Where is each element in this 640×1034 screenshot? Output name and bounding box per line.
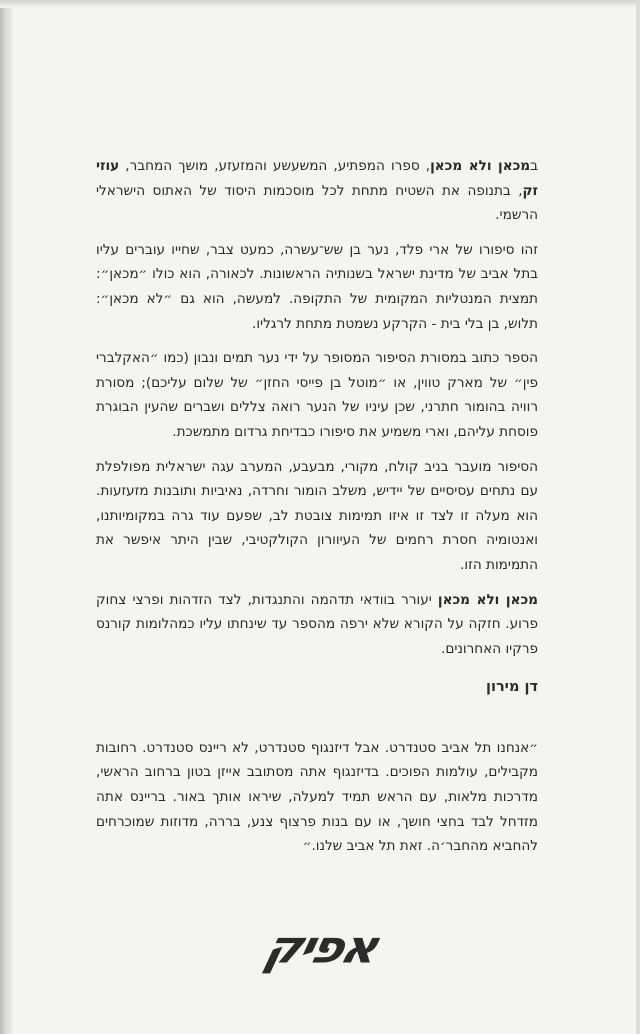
book-spine-shadow — [0, 0, 12, 1034]
paragraph-closing: מכאן ולא מכאן יעורר בוודאי תדהמה והתנגדות, לצד הזדהות ופרצי צחוק פרוע. חזקה על הקורא שלא ירפה מהספר עד שינחתו עליו כמהלומות קורנס פרקיו האחרונים. — [96, 591, 539, 657]
paragraph-language: הסיפור מועבר בניב קולח, מקורי, מבעבע, המערב עגה ישראלית מפולפלת עם נתחים עסיסיים של יידיש, משלב הומור וחרדה, נאיביות ותובנות מזעזעות. הוא מעלה זו לצד זו איזו תמימות צובטת לב, שפעם עוד גרה במקומיותנו, ואנטומיה חסרת רחמים של העיוורון הקולקטיבי, שבין היתר איפשר את התמימות הזו. — [96, 458, 538, 573]
paragraph-tradition: הספר כתוב במסורת הסיפור המסופר על ידי נער תמים ונבון (כמו ״האקלברי פין״ של מארק טווין, או ״מוטל בן פייסי החזן״ של שלום עליכם); מסורת רוויה בהומור חתרני, שכן עיניו של הנער רואה צללים ושברים שהעין הבוגרת פוסחת עליהם, וארי משמיע את סיפורו כבדיחת גרדום מתמשכת. — [96, 350, 538, 440]
book-title: מכאן ולא מכאן — [430, 158, 531, 174]
book-quote: ״אנחנו תל אביב סטנדרט. אבל דיזנגוף סטנדרט, לא ריינס סטנדרט. רחובות מקבילים, עולמות הפוכים. בדיזנגוף אתה מסתובב אייזן בטון ברחוב הראשי, מדרכות מלאות, עם הראש תמיד למעלה, שיראו אותך באור. בריינס אתה מזדחל לבד בחצי חושך, או עם בנות פרצוף צנע, בררה, מדוזות שמוכרחים להחביא מהחבר׳ה. זאת תל אביב שלנו.״ — [96, 739, 538, 855]
reviewer-signature: דן מירון — [486, 679, 538, 696]
paragraph-plot: זהו סיפורו של ארי פלד, נער בן שש־עשרה, כמעט צבר, שחייו עוברים עליו בתל אביב של מדינת ישראל בשנותיה הראשונות. לכאורה, הוא כולו ״מכאן״: תמצית המנטליות המקומית של התקופה. למעשה, הוא גם ״לא מכאן״: תלוש, בן בלי בית - הקרקע נשמטת מתחת לרגליו. — [96, 241, 538, 332]
right-edge — [636, 0, 640, 1034]
author-name: עוזי זק — [96, 158, 538, 199]
back-cover-text — [96, 154, 538, 859]
book-title-closing: מכאן ולא מכאן — [437, 591, 539, 608]
publisher-logo — [252, 922, 388, 972]
paragraph-intro: במכאן ולא מכאן, ספרו המפתיע, המשעשע והמזעזע, מושך המחבר, עוזי זק, בתנופה את השטיח מתחת לכל מוסכמות היסוד של האתוס הישראלי הרשמי. — [96, 158, 538, 224]
top-edge-shadow — [0, 0, 640, 8]
publisher-logo-text: אפיק — [259, 920, 381, 974]
